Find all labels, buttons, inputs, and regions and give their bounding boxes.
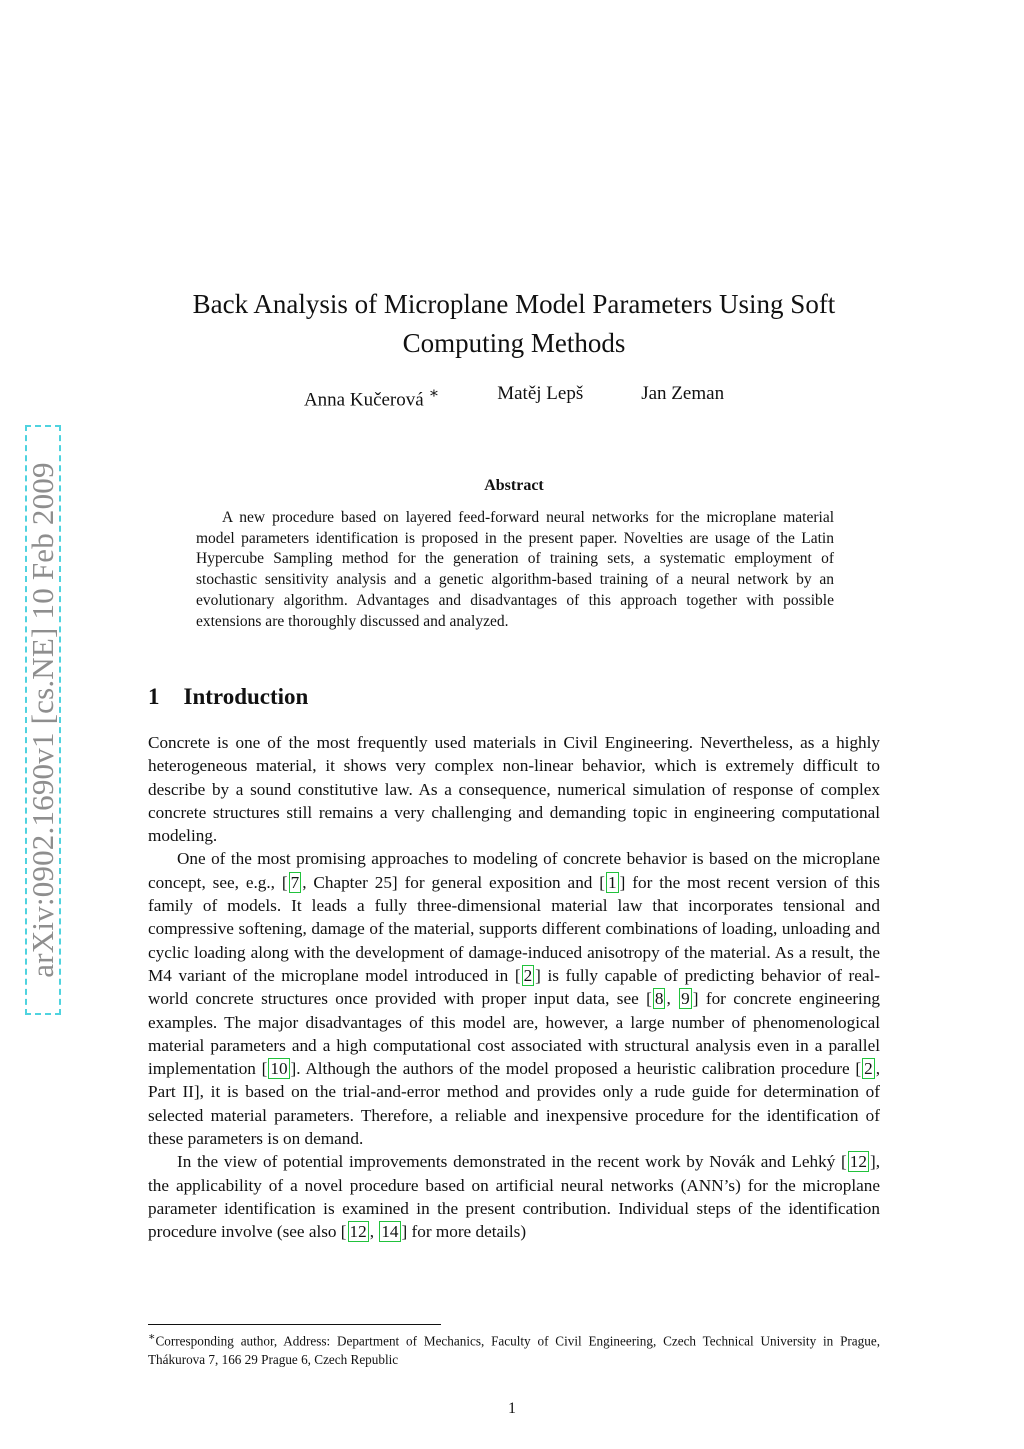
citation-link[interactable]: 14 (381, 1222, 399, 1242)
citation-link[interactable]: 8 (654, 989, 664, 1009)
citation-link[interactable]: 7 (290, 872, 300, 892)
paragraph-2: One of the most promising approaches to modeling of concrete behavior is based on the microplane concept, see, e.g., [ 7 , Chapter 25] for general exposition and [ 1 ] for the most recent version of this family of models. It leads a fully three-dimensional material law that incorporates tensional and compressive softening, damage of the material, supports different combinations of loading, unloading and cyclic loading along with the development of damage-induced anisotropy of the material. As a result, the M4 variant of the microplane model introduced in [ 2 ] is fully capable of predicting behavior of real-world concrete structures once provided with proper input data, see [ 8 , 9 ] for concrete engineering examples. The major disadvantages of this model are, however, a large number of phenomenological material parameters and a high computational cost associated with structural analysis even in a parallel implementation [ 10 ]. Although the authors of the model proposed a heuristic calibration procedure [ 2 , Part II], it is based on the trial-and-error method and provides only a rude guide for determination of selected material parameters. Therefore, a reliable and inexpensive procedure for the identification of these parameters is on demand. (148, 849, 881, 1149)
citation-link[interactable]: 9 (681, 989, 690, 1009)
section-title: Introduction (183, 684, 309, 709)
footnote (148, 1328, 880, 1369)
title-line-1: Back Analysis of Microplane Model Parameters Using Soft (192, 289, 836, 319)
section-number: 1 (148, 684, 160, 709)
footnote-divider (148, 1324, 441, 1325)
page-number: 1 (508, 1400, 516, 1417)
section-heading (148, 684, 308, 710)
body-text (148, 731, 880, 1244)
author-1-footnote-mark[interactable]: ∗ (428, 385, 440, 402)
paragraph-3: In the view of potential improvements demonstrated in the recent work by Novák and Lehký [ 12 ], the applicability of a novel procedure based on artificial neural networks (ANN’s) for the microplane parameter identification is examined in the present contribution. Individual steps of the identification procedure involve (see also [ 12 , 14 ] for more details) (148, 1152, 880, 1242)
citation-link[interactable]: 10 (270, 1059, 288, 1079)
citation-link[interactable]: 2 (523, 965, 533, 985)
arxiv-stamp (25, 425, 61, 1015)
footnote-mark: ∗ (148, 1331, 156, 1343)
title-line-2: Computing Methods (402, 328, 626, 358)
abstract-text: A new procedure based on layered feed-forward neural networks for the microplane material model parameters identification is proposed in the present paper. Novelties are usage of the Latin Hypercube Sampling method for the generation of training sets, a systematic employment of stochastic sensitivity analysis and a genetic algorithm-based training of a neural network by an evolutionary algorithm. Advantages and disadvantages of this approach together with possible extensions are thoroughly discussed and analyzed. (196, 509, 834, 630)
citation-link[interactable]: 1 (608, 872, 617, 892)
citation-link[interactable]: 2 (864, 1059, 873, 1079)
author-3: Jan Zeman (641, 383, 725, 404)
paper-title (148, 285, 880, 363)
citation-link[interactable]: 12 (849, 1152, 867, 1172)
paragraph-1: Concrete is one of the most frequently used materials in Civil Engineering. Nevertheless, as a highly heterogeneous material, it shows very complex non-linear behavior, which is extremely difficult to describe by a sound constitutive law. As a consequence, numerical simulation of response of complex concrete structures still remains a very challenging and demanding topic in engineering computational modeling. (148, 733, 880, 846)
abstract-heading: Abstract (484, 477, 544, 494)
author-2: Matěj Lepš (497, 383, 584, 404)
author-list (148, 383, 880, 411)
arxiv-stamp-text: arXiv:0902.1690v1 [cs.NE] 10 Feb 2009 (25, 462, 60, 978)
footnote-text: Corresponding author, Address: Department of Mechanics, Faculty of Civil Engineering, Czech Technical University in Prague, Thákurova 7, 166 29 Prague 6, Czech Republic (148, 1333, 880, 1368)
citation-link[interactable]: 12 (349, 1222, 367, 1242)
author-1: Anna Kučerová ∗ (303, 385, 440, 411)
